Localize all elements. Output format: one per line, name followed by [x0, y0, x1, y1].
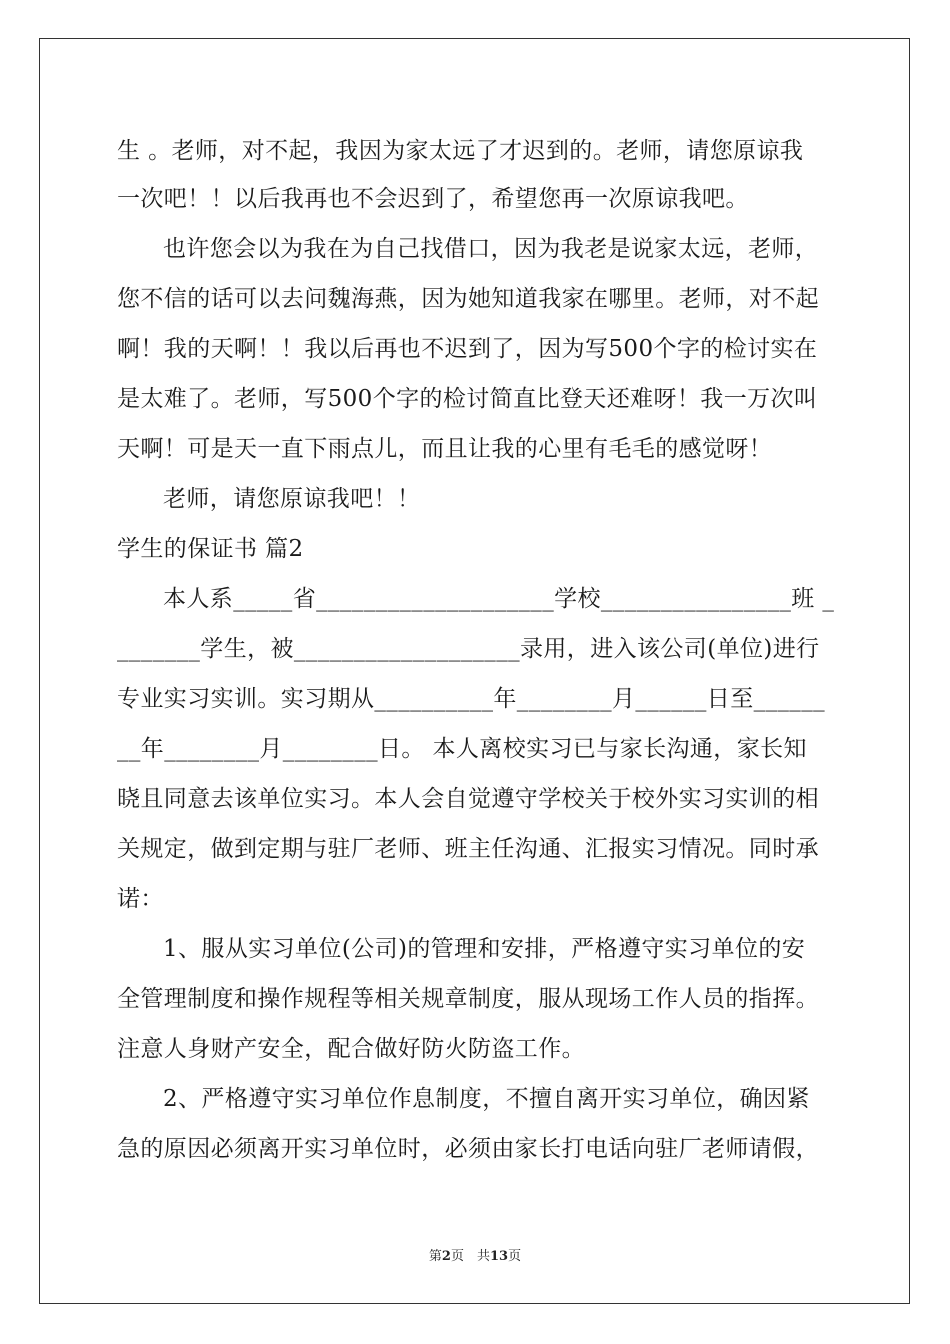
- page-border: [39, 38, 910, 1304]
- footer-page-number: 2: [441, 1249, 451, 1264]
- text-line: 生 。老师，对不起，我因为家太远了才迟到的。老师，请您原谅我: [117, 138, 804, 164]
- text-line: 啊！我的天啊！！我以后再也不迟到了，因为写500个字的检讨实在: [117, 336, 818, 362]
- page-footer: [0, 1248, 950, 1266]
- text-line: 天啊！可是天一直下雨点儿，而且让我的心里有毛毛的感觉呀！: [117, 436, 773, 462]
- footer-mid: 页 共: [450, 1249, 490, 1264]
- list-item-start: 2、严格遵守实习单位作息制度，不擅自离开实习单位，确因紧: [163, 1086, 810, 1112]
- text-line: 晓且同意去该单位实习。本人会自觉遵守学校关于校外实习实训的相: [117, 786, 819, 812]
- paragraph-start: 也许您会以为我在为自己找借口，因为我老是说家太远，老师，: [163, 236, 819, 262]
- text-line: 专业实习实训。实习期从__________年________月______日至______: [117, 686, 825, 712]
- text-line: 注意人身财产安全，配合做好防火防盗工作。: [117, 1036, 585, 1062]
- text-line: 您不信的话可以去问魏海燕，因为她知道我家在哪里。老师，对不起: [117, 286, 819, 312]
- footer-prefix: 第: [428, 1249, 442, 1264]
- footer-suffix: 页: [508, 1249, 522, 1264]
- text-line: 关规定，做到定期与驻厂老师、班主任沟通、汇报实习情况。同时承: [117, 836, 819, 862]
- footer-total-pages: 13: [489, 1249, 509, 1264]
- text-line: 急的原因必须离开实习单位时，必须由家长打电话向驻厂老师请假，: [117, 1136, 819, 1162]
- text-line: 一次吧！！以后我再也不会迟到了，希望您再一次原谅我吧。: [117, 186, 749, 212]
- text-line: 是太难了。老师，写500个字的检讨简直比登天还难呀！我一万次叫: [117, 386, 818, 412]
- section-heading: 学生的保证书 篇2: [117, 536, 304, 562]
- text-line: 全管理制度和操作规程等相关规章制度，服从现场工作人员的指挥。: [117, 986, 819, 1012]
- text-line: _______学生，被___________________录用，进入该公司(单位)进行: [117, 636, 820, 662]
- paragraph-start: 本人系_____省____________________学校________________班 _: [163, 586, 835, 612]
- text-line: __年________月________日。 本人离校实习已与家长沟通，家长知: [117, 736, 807, 762]
- text-line: 诺：: [117, 886, 164, 912]
- paragraph-start: 老师，请您原谅我吧！！: [163, 486, 421, 512]
- list-item-start: 1、服从实习单位(公司)的管理和安排，严格遵守实习单位的安: [163, 936, 806, 962]
